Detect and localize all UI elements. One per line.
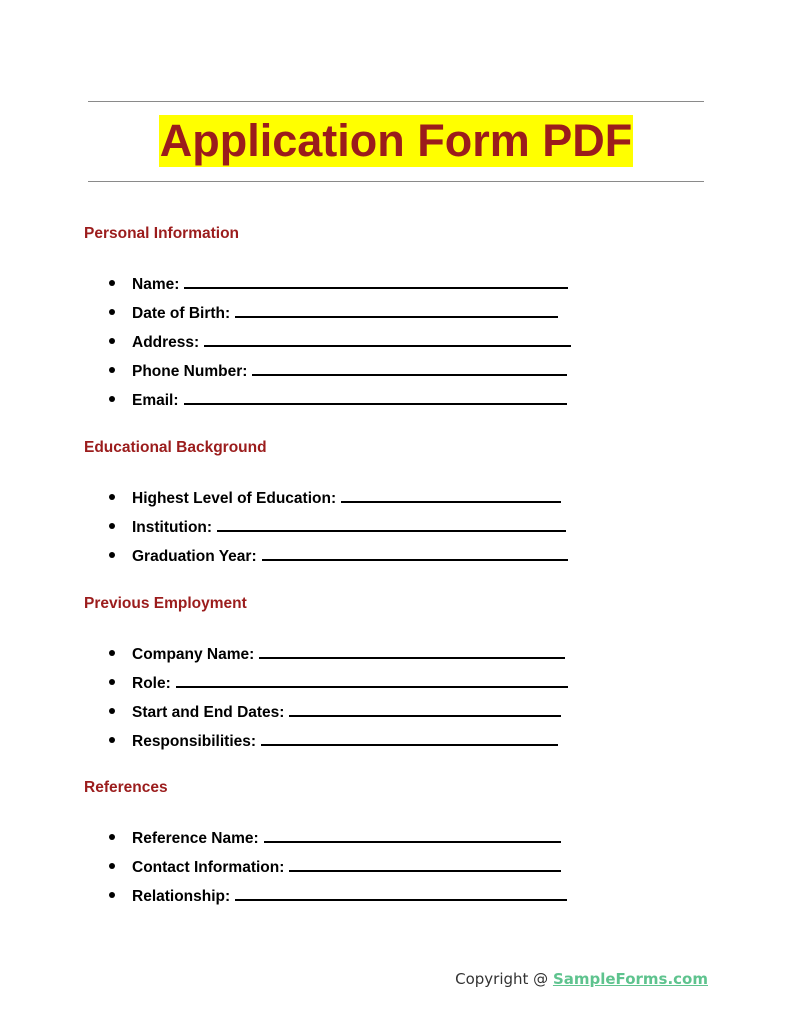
field-label: Institution: <box>132 519 213 536</box>
field-label: Responsibilities: <box>132 733 257 750</box>
form-section <box>84 438 568 574</box>
field-label: Role: <box>132 675 171 692</box>
field-label: Graduation Year: <box>132 548 257 565</box>
form-field <box>84 302 571 331</box>
form-field <box>84 885 567 914</box>
field-list <box>84 643 568 759</box>
field-label: Date of Birth: <box>132 305 231 322</box>
field-blank-line[interactable] <box>235 302 558 318</box>
field-label: Email: <box>132 392 179 409</box>
field-list <box>84 827 567 914</box>
form-field <box>84 389 571 418</box>
form-field <box>84 701 568 730</box>
bottom-divider <box>88 181 704 182</box>
field-blank-line[interactable] <box>217 516 566 532</box>
field-blank-line[interactable] <box>184 389 567 405</box>
field-list <box>84 273 571 418</box>
field-blank-line[interactable] <box>341 487 561 503</box>
field-label: Company Name: <box>132 646 255 663</box>
field-label: Highest Level of Education: <box>132 490 337 507</box>
field-label: Name: <box>132 276 180 293</box>
form-field <box>84 487 568 516</box>
field-label: Contact Information: <box>132 859 285 876</box>
field-blank-line[interactable] <box>262 545 568 561</box>
form-field <box>84 516 568 545</box>
section-heading: Personal Information <box>84 225 240 242</box>
field-blank-line[interactable] <box>176 672 568 688</box>
sampleforms-link[interactable]: SampleForms.com <box>552 970 708 988</box>
field-blank-line[interactable] <box>289 856 561 872</box>
section-heading: References <box>84 779 168 796</box>
field-blank-line[interactable] <box>259 643 565 659</box>
field-label: Relationship: <box>132 888 231 905</box>
form-field <box>84 545 568 574</box>
form-field <box>84 360 571 389</box>
form-field <box>84 331 571 360</box>
field-blank-line[interactable] <box>289 701 561 717</box>
top-divider <box>88 101 704 102</box>
form-section <box>84 778 567 914</box>
form-field <box>84 672 568 701</box>
form-field <box>84 643 568 672</box>
form-field <box>84 827 567 856</box>
page-title: Application Form PDF <box>159 115 633 166</box>
field-label: Phone Number: <box>132 363 248 380</box>
section-heading: Educational Background <box>84 439 267 456</box>
field-label: Start and End Dates: <box>132 704 285 721</box>
form-section <box>84 594 568 759</box>
copyright-text: Copyright @ <box>455 970 553 988</box>
field-blank-line[interactable] <box>261 730 558 746</box>
field-label: Address: <box>132 334 200 351</box>
form-field <box>84 273 571 302</box>
field-blank-line[interactable] <box>264 827 561 843</box>
field-label: Reference Name: <box>132 830 259 847</box>
form-section <box>84 224 571 418</box>
field-blank-line[interactable] <box>184 273 568 289</box>
form-field <box>84 730 568 759</box>
footer <box>455 970 708 988</box>
field-list <box>84 487 568 574</box>
field-blank-line[interactable] <box>252 360 567 376</box>
form-field <box>84 856 567 885</box>
section-heading: Previous Employment <box>84 595 247 612</box>
field-blank-line[interactable] <box>235 885 567 901</box>
field-blank-line[interactable] <box>204 331 571 347</box>
